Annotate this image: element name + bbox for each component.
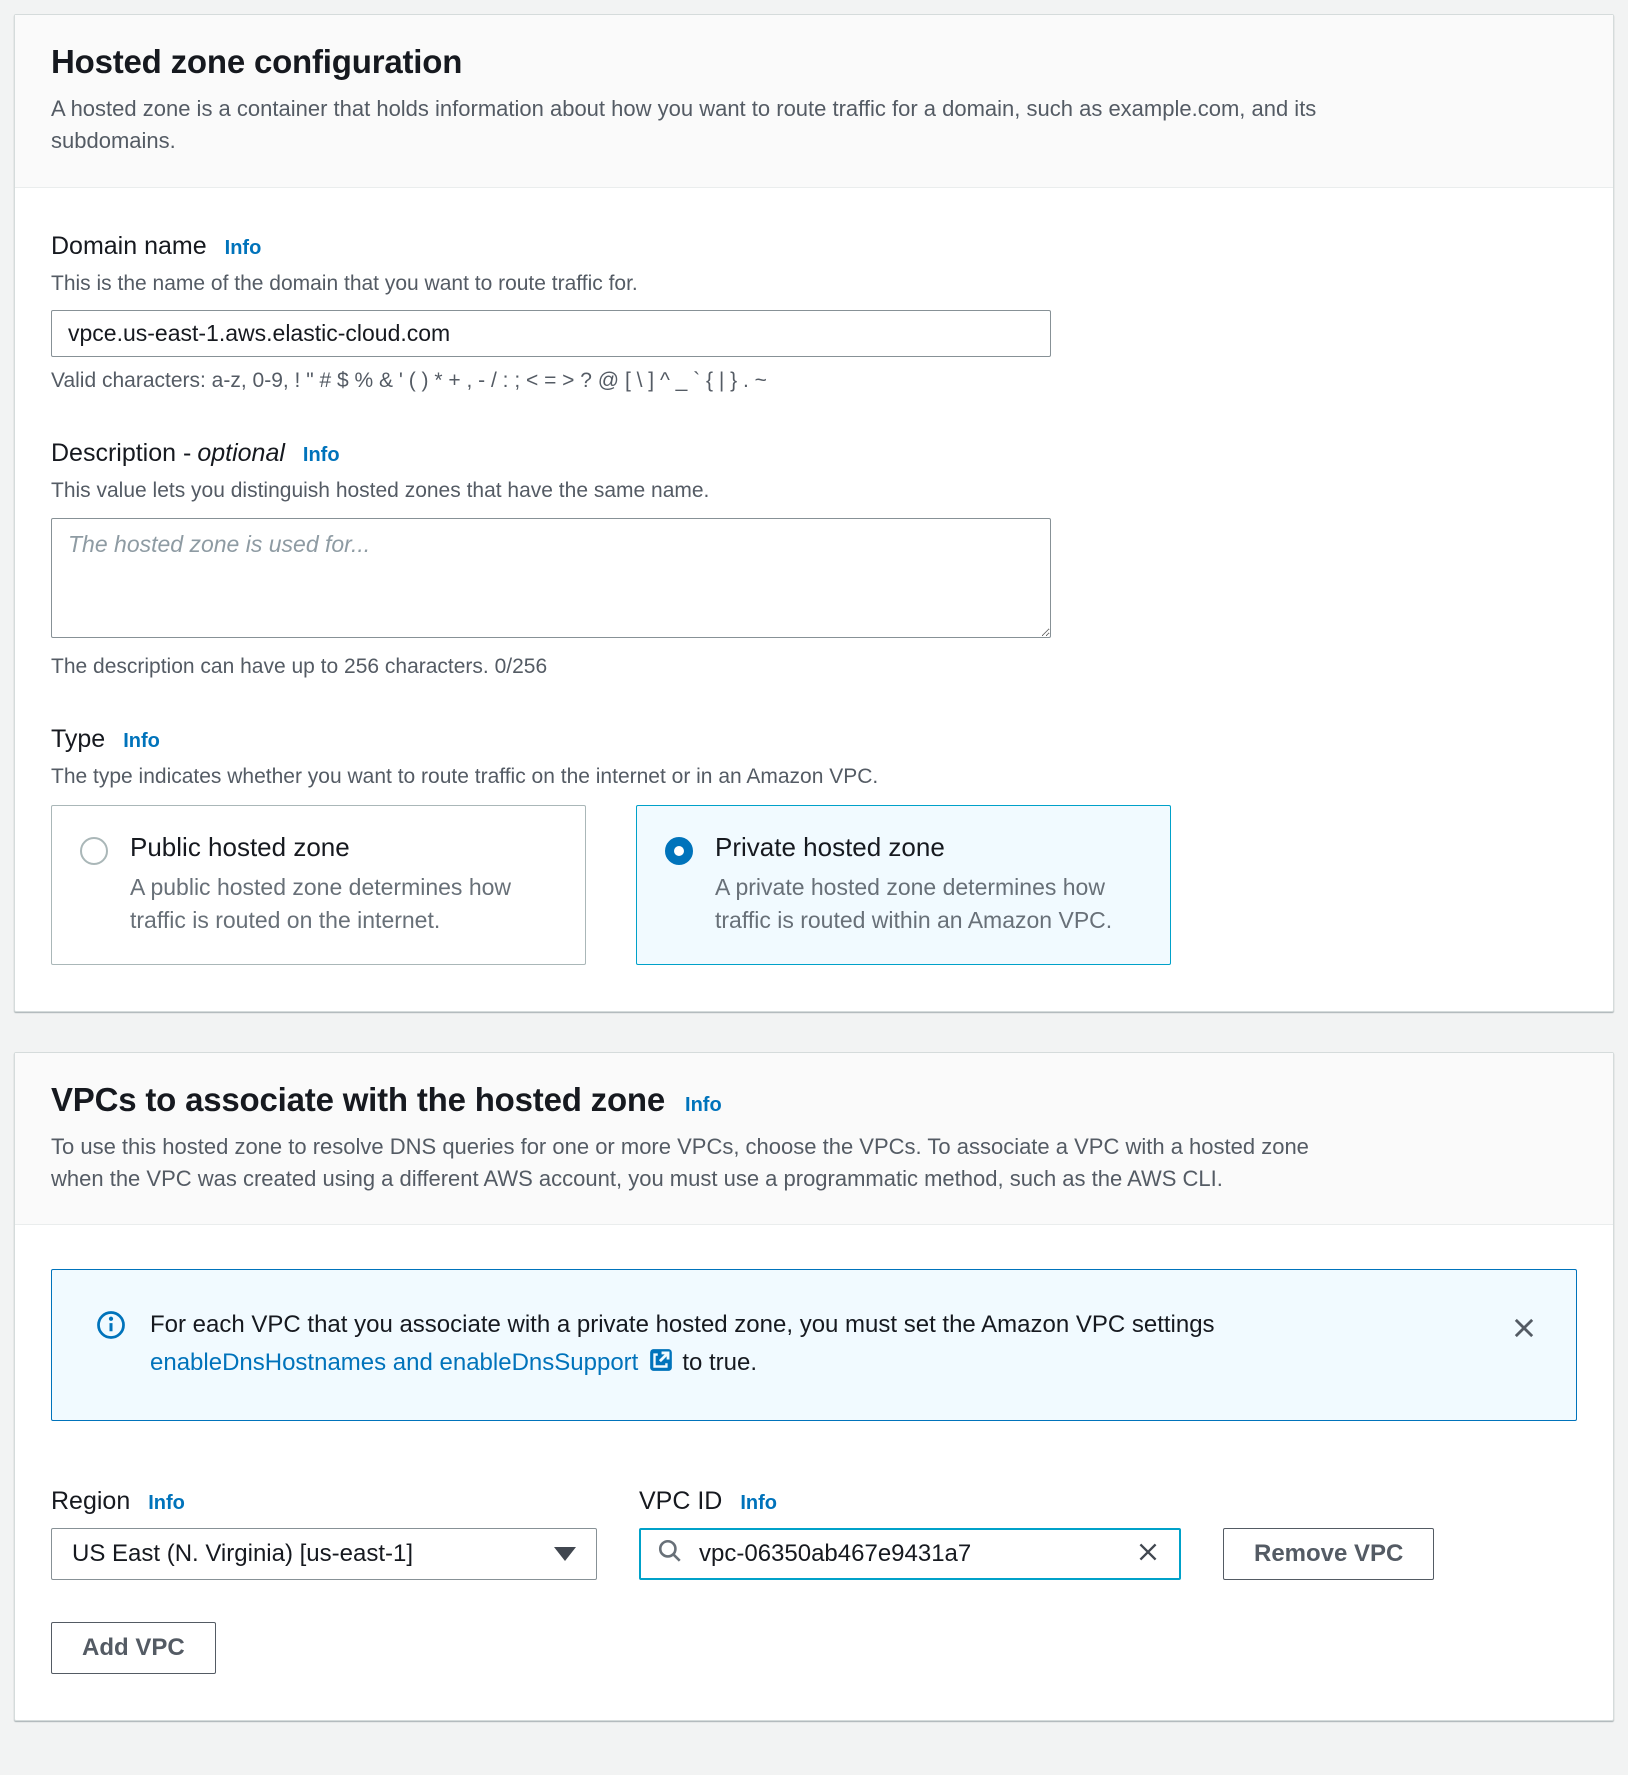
- section-description: A hosted zone is a container that holds information about how you want to route traffic for a domain, such as example.com, and its subdomains.: [51, 96, 1317, 153]
- description-help-text: This value lets you distinguish hosted zones that have the same name.: [51, 479, 710, 503]
- description-info-link[interactable]: Info: [302, 444, 340, 467]
- hosted-zone-body: [15, 188, 1613, 1011]
- region-selected-value: US East (N. Virginia) [us-east-1]: [72, 1539, 414, 1567]
- clear-icon[interactable]: [1133, 1537, 1163, 1570]
- domain-name-constraint: Valid characters: a-z, 0-9, ! " # $ % & ' ( ) * + , - / : ; < = > ? @ [ \ ] ^ _ ` { | } . ~: [51, 369, 767, 393]
- vpc-id-info-link[interactable]: Info: [740, 1491, 778, 1514]
- description-field-group: [51, 439, 1577, 678]
- vpc-association-row: [51, 1487, 1577, 1580]
- private-hosted-zone-option[interactable]: [636, 805, 1171, 965]
- vpcs-associate-section: [14, 1052, 1614, 1721]
- remove-vpc-button[interactable]: Remove VPC: [1223, 1528, 1434, 1580]
- radio-unselected-icon[interactable]: [80, 837, 108, 865]
- vpc-id-search-box: [639, 1528, 1181, 1580]
- vpc-id-input[interactable]: [697, 1539, 1119, 1569]
- description-label: Description - optional: [51, 439, 285, 468]
- vpc-id-column: [639, 1487, 1181, 1580]
- public-hosted-zone-option[interactable]: [51, 805, 586, 965]
- hosted-zone-configuration-section: [14, 14, 1614, 1012]
- alert-message: [150, 1306, 1482, 1383]
- enable-dns-link[interactable]: enableDnsHostnames and enableDnsSupport: [150, 1348, 639, 1376]
- vpc-id-label: VPC ID: [639, 1486, 723, 1515]
- alert-text-after: to true.: [682, 1348, 758, 1376]
- section-title: Hosted zone configuration: [51, 43, 463, 80]
- close-icon[interactable]: [1506, 1310, 1542, 1349]
- chevron-down-icon: [554, 1547, 576, 1561]
- region-label: Region: [51, 1486, 131, 1515]
- description-character-counter: The description can have up to 256 characters. 0/256: [51, 654, 548, 678]
- public-hosted-zone-description: A public hosted zone determines how traffic is routed on the internet.: [130, 873, 512, 934]
- type-info-link[interactable]: Info: [123, 729, 160, 752]
- type-description: The type indicates whether you want to route traffic on the internet or in an Amazon VPC.: [51, 764, 879, 788]
- domain-name-field-group: [51, 232, 1577, 393]
- vpcs-info-link[interactable]: Info: [685, 1093, 722, 1116]
- domain-name-info-link[interactable]: Info: [224, 236, 262, 259]
- vpc-settings-info-alert: [51, 1269, 1577, 1420]
- radio-selected-icon[interactable]: [665, 837, 693, 865]
- private-hosted-zone-description: A private hosted zone determines how traffic is routed within an Amazon VPC.: [715, 873, 1113, 934]
- vpcs-section-title: VPCs to associate with the hosted zone: [51, 1080, 666, 1118]
- add-vpc-row: [51, 1622, 1577, 1674]
- region-info-link[interactable]: Info: [148, 1491, 185, 1514]
- search-icon: [657, 1538, 683, 1569]
- hosted-zone-header: [15, 15, 1613, 188]
- private-hosted-zone-title: Private hosted zone: [715, 831, 945, 862]
- type-radio-group: [51, 805, 1577, 965]
- domain-name-description: This is the name of the domain that you want to route traffic for.: [51, 271, 638, 295]
- description-textarea[interactable]: [51, 518, 1051, 638]
- domain-name-label: Domain name: [51, 231, 207, 260]
- add-vpc-button[interactable]: Add VPC: [51, 1622, 216, 1674]
- remove-vpc-column: [1223, 1528, 1434, 1580]
- description-optional-label: optional: [197, 439, 285, 468]
- info-circle-icon: [96, 1310, 126, 1345]
- type-field-group: [51, 725, 1577, 965]
- vpcs-section-description: To use this hosted zone to resolve DNS queries for one or more VPCs, choose the VPCs. To associate a VPC with a hosted zone when the VPC was created using a different AWS account, you must use a programmatic method, such as the AWS CLI.: [51, 1133, 1309, 1191]
- external-link-icon[interactable]: [648, 1352, 674, 1379]
- public-hosted-zone-title: Public hosted zone: [130, 831, 350, 862]
- alert-text-before: For each VPC that you associate with a private hosted zone, you must set the Amazon VPC settings: [150, 1311, 1215, 1339]
- vpcs-header: [15, 1053, 1613, 1226]
- type-label: Type: [51, 724, 106, 753]
- region-column: [51, 1487, 597, 1580]
- vpcs-body: [15, 1225, 1613, 1719]
- region-select[interactable]: [51, 1528, 597, 1580]
- domain-name-input[interactable]: [51, 310, 1051, 357]
